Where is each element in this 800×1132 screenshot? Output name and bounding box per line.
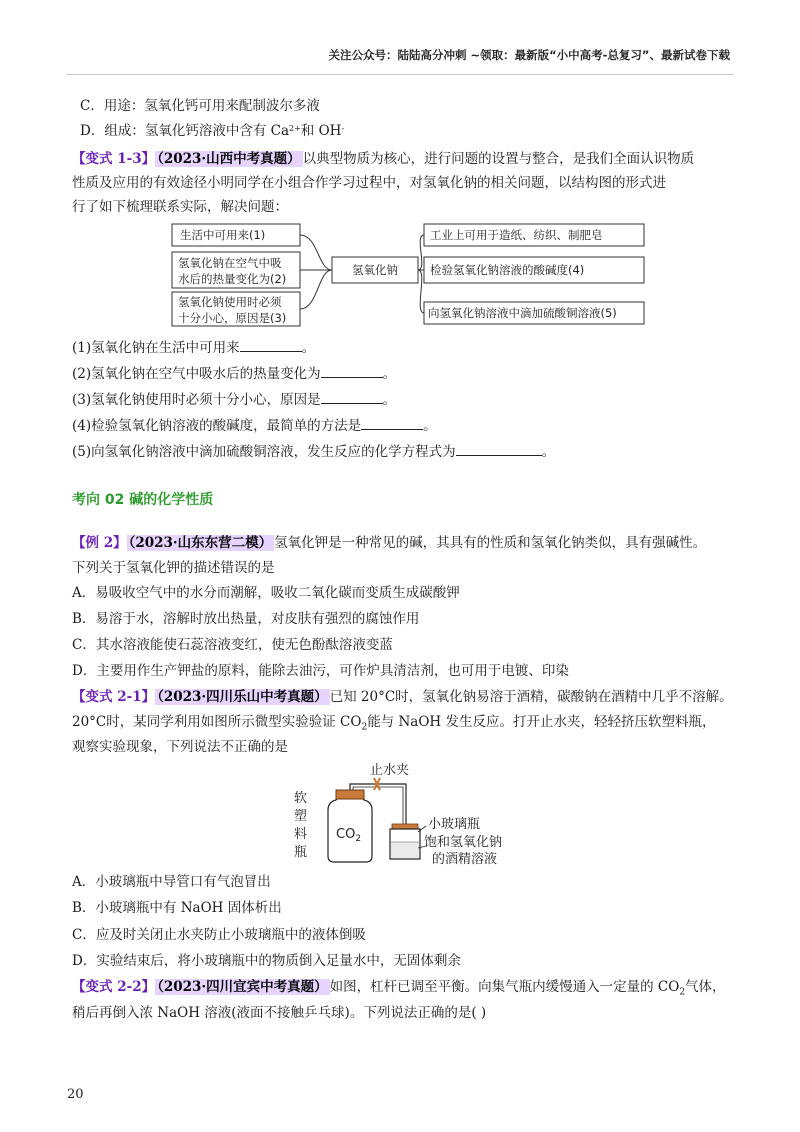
example2-tag: 【例 2】 <box>72 535 127 551</box>
variant13-line3: 行了如下梳理联系实际，解决问题： <box>72 199 288 215</box>
right-box-3-label: 向氢氧化钠溶液中滴加硫酸铜溶液(5) <box>428 306 617 320</box>
left-box-3-line2: 十分小心，原因是(3) <box>178 311 287 325</box>
question-2 <box>72 364 396 384</box>
option-d-line <box>80 121 344 141</box>
variant22-line1 <box>72 977 726 1003</box>
center-box-label: 氢氧化钠 <box>352 263 398 277</box>
bottle-stopper <box>336 790 364 799</box>
bottle-label-3: 料 <box>294 827 308 842</box>
variant13-source: （2023·山西中考真题） <box>157 151 301 167</box>
variant21-option-b: B．小玻璃瓶中有 NaOH 固体析出 <box>72 900 282 916</box>
apparatus-figure <box>290 760 530 872</box>
question-3 <box>72 390 396 410</box>
option-c-line: C．用途：氢氧化钙可用来配制波尔多液 <box>80 98 320 114</box>
variant22-text1a: 如图，杠杆已调至平衡。向集气瓶内缓慢通入一定量的 CO <box>329 979 680 995</box>
variant21-text1: 已知 20°C时，氢氧化钠易溶于酒精，碳酸钠在酒精中几乎不溶解。 <box>329 689 733 705</box>
example2-line1 <box>72 533 706 553</box>
section-title: 考向 02 碱的化学性质 <box>72 492 214 508</box>
question-1-text: (1)氢氧化钠在生活中可用来 <box>72 340 240 356</box>
answer-blank-1[interactable] <box>240 351 302 352</box>
left-box-2-line2: 水后的热量变化为(2) <box>178 272 287 286</box>
variant13-tag: 【变式 1-3】 <box>72 151 156 167</box>
example2-line2: 下列关于氢氧化钾的描述错误的是 <box>72 560 275 576</box>
naoh-structure-diagram <box>170 222 650 328</box>
example2-text1: 氢氧化钾是一种常见的碱，其具有的性质和氢氧化钠类似，具有强碱性。 <box>274 535 707 551</box>
variant21-line2a: 20°C时，某同学利用如图所示微型实验验证 CO <box>72 714 362 730</box>
question-2-text: (2)氢氧化钠在空气中吸水后的热量变化为 <box>72 366 321 382</box>
question-4 <box>72 416 437 436</box>
solution-label-2: 的酒精溶液 <box>432 852 498 867</box>
clamp-label: 止水夹 <box>370 763 410 778</box>
variant21-source: （2023·四川乐山中考真题） <box>157 689 328 705</box>
example2-option-d: D．主要用作生产钾盐的原料，能除去油污，可作炉具清洁剂，也可用于电镀、印染 <box>72 663 569 679</box>
question-3-text: (3)氢氧化钠使用时必须十分小心，原因是 <box>72 392 321 408</box>
variant13-line2: 性质及应用的有效途径小明同学在小组合作学习过程中，对氢氧化钠的相关问题，以结构图的形式进 <box>72 175 666 191</box>
connector-right-3 <box>418 270 424 313</box>
question-5-end: 。 <box>541 444 556 460</box>
answer-blank-4[interactable] <box>361 429 423 430</box>
option-d-sup1: 2+ <box>289 124 301 133</box>
alcohol-solution <box>391 842 419 858</box>
answer-blank-2[interactable] <box>321 377 383 378</box>
question-3-end: 。 <box>382 392 397 408</box>
question-1 <box>72 338 315 358</box>
variant21-option-c: C．应及时关闭止水夹防止小玻璃瓶中的液体倒吸 <box>72 927 366 943</box>
question-1-end: 。 <box>301 340 316 356</box>
question-5 <box>72 442 555 462</box>
option-d-mid: 和 OH <box>300 123 342 139</box>
connector-right-1 <box>418 235 424 270</box>
variant22-line2: 稍后再倒入浓 NaOH 溶液(液面不接触乒乓球)。下列说法正确的是( ) <box>72 1005 487 1021</box>
variant21-tag: 【变式 2-1】 <box>72 689 156 705</box>
bottle-label-2: 塑 <box>294 809 308 824</box>
variant21-line2b: 能与 NaOH 发生反应。打开止水夹，轻轻挤压软塑料瓶， <box>367 714 716 730</box>
variant21-option-a: A．小玻璃瓶中导管口有气泡冒出 <box>72 874 271 890</box>
right-box-1-label: 工业上可用于造纸、纺织、制肥皂 <box>430 228 603 242</box>
gas-sub: 2 <box>355 834 362 844</box>
variant13-text1: 以典型物质为核心，进行问题的设置与整合，是我们全面认识物质 <box>302 151 695 167</box>
question-4-text: (4)检验氢氧化钠溶液的酸碱度，最简单的方法是 <box>72 418 362 434</box>
variant21-line1 <box>72 687 733 707</box>
answer-blank-5[interactable] <box>456 455 542 456</box>
variant22-text1b: 气体， <box>685 979 726 995</box>
left-box-2-line1: 氢氧化钠在空气中吸 <box>178 256 282 270</box>
variant21-line2 <box>72 712 715 738</box>
page-number: 20 <box>67 1087 84 1102</box>
right-box-2-label: 检验氢氧化钠溶液的酸碱度(4) <box>430 263 585 277</box>
question-2-end: 。 <box>382 366 397 382</box>
small-bottle-stopper <box>392 824 418 829</box>
header-divider <box>66 74 734 75</box>
example2-source: （2023·山东东营二模） <box>128 535 273 551</box>
page-header: 关注公众号：陆陆高分冲刺 ~领取：最新版“小中高考-总复习”、最新试卷下载 <box>328 48 730 62</box>
variant21-option-d: D．实验结束后，将小玻璃瓶中的物质倒入足量水中，无固体剩余 <box>72 953 461 969</box>
variant22-line1-sub: 2 <box>679 987 686 998</box>
variant22-source: （2023·四川宜宾中考真题） <box>157 979 328 995</box>
question-5-text: (5)向氢氧化钠溶液中滴加硫酸铜溶液，发生反应的化学方程式为 <box>72 444 456 460</box>
bottle-label-1: 软 <box>294 791 308 806</box>
variant13-line1 <box>72 149 694 169</box>
variant21-line2-sub: 2 <box>361 722 368 733</box>
example2-option-a: A．易吸收空气中的水分而潮解，吸收二氧化碳而变质生成碳酸钾 <box>72 585 460 601</box>
option-d-prefix: D．组成：氢氧化钙溶液中含有 Ca <box>80 123 289 139</box>
question-4-end: 。 <box>423 418 437 434</box>
answer-blank-3[interactable] <box>321 403 383 404</box>
example2-option-b: B．易溶于水，溶解时放出热量，对皮肤有强烈的腐蚀作用 <box>72 611 420 627</box>
example2-option-c: C．其水溶液能使石蕊溶液变红，使无色酚酞溶液变蓝 <box>72 637 393 653</box>
variant22-tag: 【变式 2-2】 <box>72 979 156 995</box>
small-bottle-label: 小玻璃瓶 <box>428 817 481 832</box>
option-d-sup2: - <box>341 124 345 133</box>
left-box-3-line1: 氢氧化钠使用时必须 <box>178 295 282 309</box>
connector-left-3 <box>300 270 332 309</box>
variant21-line3: 观察实验现象，下列说法不正确的是 <box>72 739 288 755</box>
connector-left-1 <box>300 235 332 270</box>
left-box-1-line1: 生活中可用来(1) <box>180 228 266 242</box>
solution-label-1: 饱和氢氧化钠 <box>424 835 503 850</box>
bottle-label-4: 瓶 <box>294 845 308 860</box>
water-clamp-pivot <box>375 782 380 787</box>
gas-main: CO <box>336 827 356 842</box>
